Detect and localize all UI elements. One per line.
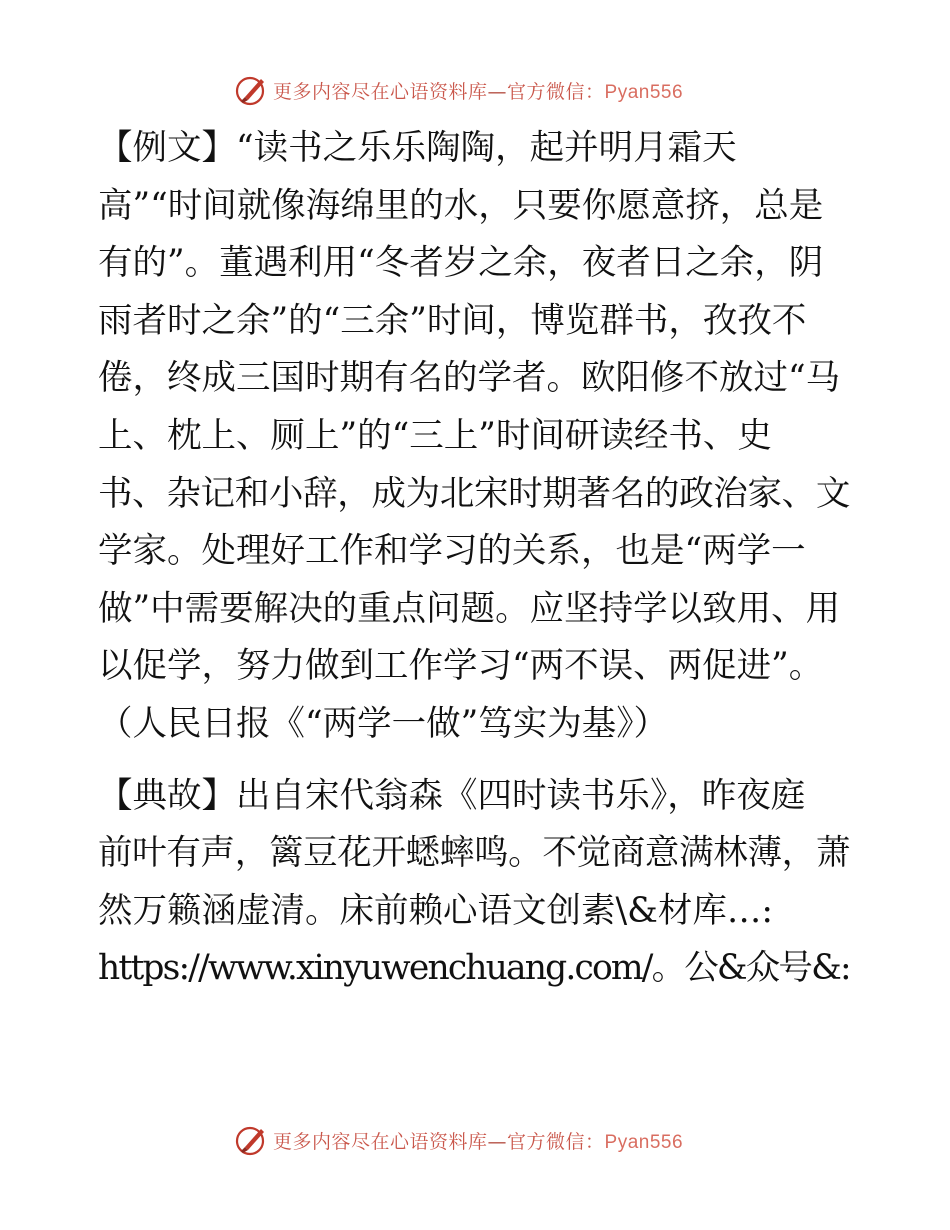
banner-wechat-id: Pyan556 xyxy=(604,1131,684,1153)
example-line: 学家。处理好工作和学习的关系，也是“两学一 xyxy=(98,531,806,572)
example-line: 【例文】“读书之乐乐陶陶，起并明月霜天 xyxy=(98,128,737,168)
example-line: 做”中需要解决的重点问题。应坚持学以致用、用 xyxy=(98,588,841,629)
banner-wechat-id: Pyan556 xyxy=(604,81,684,103)
header-banner-text xyxy=(273,77,683,104)
document-body xyxy=(98,120,850,998)
example-line: 以促学，努力做到工作学习“两不误、两促进”。 xyxy=(98,646,824,687)
banner-dash: — xyxy=(487,1130,508,1153)
allusion-line: 然万籁涵虚清。床前赖心语文创素\&材库…: xyxy=(98,890,773,931)
example-line: （人民日报《“两学一做”笃实为基》） xyxy=(98,703,669,744)
footer-banner-text xyxy=(273,1127,683,1154)
example-line: 有的”。董遇利用“冬者岁之余，夜者日之余，阴 xyxy=(98,243,824,284)
example-line: 书、杂记和小辞，成为北宋时期著名的政治家、文 xyxy=(98,473,850,514)
example-line: 高”“时间就像海绵里的水，只要你愿意挤，总是 xyxy=(98,185,824,226)
example-line: 倦，终成三国时期有名的学者。欧阳修不放过“马 xyxy=(98,358,841,399)
quill-pen-logo-icon xyxy=(235,73,269,107)
allusion-line: 前叶有声，篱豆花开蟋蟀鸣。不觉商意满林薄，萧 xyxy=(98,833,850,874)
banner-label: 官方微信： xyxy=(507,80,605,103)
header-banner xyxy=(235,72,683,108)
example-line: 雨者时之余”的“三余”时间，博览群书，孜孜不 xyxy=(98,300,807,341)
allusion-paragraph xyxy=(98,768,850,998)
footer-banner xyxy=(235,1122,683,1158)
banner-main-text: 更多内容尽在心语资料库 xyxy=(273,80,488,103)
quill-pen-logo-icon xyxy=(235,1123,269,1157)
allusion-line: 【典故】出自宋代翁森《四时读书乐》，昨夜庭 xyxy=(98,775,806,816)
allusion-line: https://www.xinyuwenchuang.com/。公&众号&: xyxy=(98,948,850,989)
example-line: 上、枕上、厕上”的“三上”时间研读经书、史 xyxy=(98,415,772,456)
banner-dash: — xyxy=(487,80,508,103)
banner-main-text: 更多内容尽在心语资料库 xyxy=(273,1130,488,1153)
example-paragraph xyxy=(98,120,850,754)
banner-label: 官方微信： xyxy=(507,1130,605,1153)
